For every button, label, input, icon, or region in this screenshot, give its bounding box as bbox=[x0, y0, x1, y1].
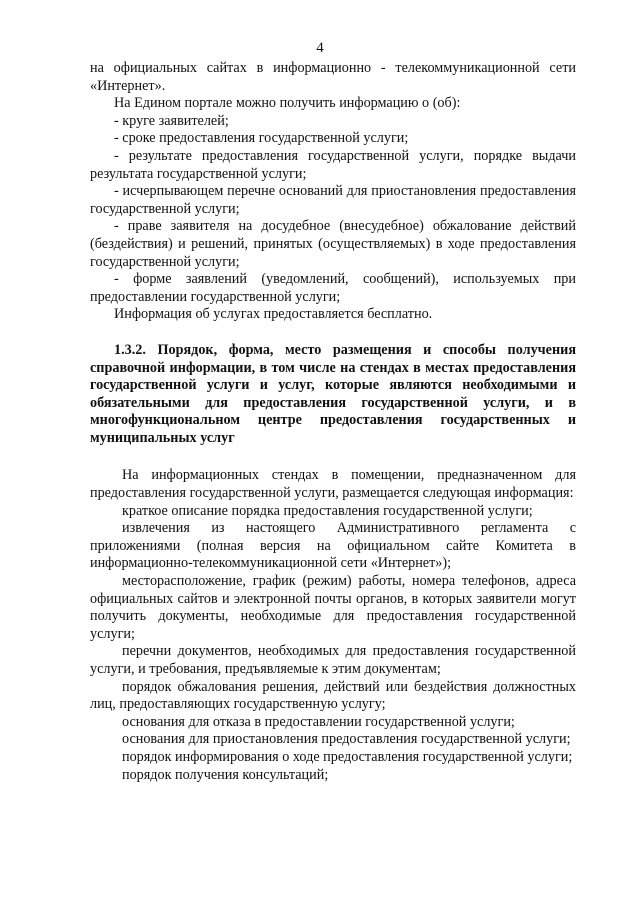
section-heading: 1.3.2. Порядок, форма, место размещения и способы получения справочной информации, в том числе на стендах в местах предоставления государственной услуги и услуг, которые являются необходимыми и обязательными для предоставления государственной услуги, и в многофункциональном центре предоставления государственных и муниципальных услуг bbox=[90, 341, 576, 446]
paragraph: Информация об услугах предоставляется бесплатно. bbox=[114, 306, 433, 323]
list-item: - круге заявителей; bbox=[114, 112, 229, 129]
page-number: 4 bbox=[316, 40, 324, 56]
document-body bbox=[90, 60, 576, 784]
list-item: - праве заявителя на досудебное (внесудебное) обжалование действий (бездействия) и решений, принятых (осуществляемых) в ходе предоставления государственной услуги; bbox=[90, 218, 576, 270]
list-item: извлечения из настоящего Административного регламента с приложениями (полная версия на официальном сайте Комитета в информационно-телекоммуникационной сети «Интернет»); bbox=[90, 520, 576, 572]
list-item: - сроке предоставления государственной услуги; bbox=[114, 130, 409, 147]
list-item: - результате предоставления государственной услуги, порядке выдачи результата государственной услуги; bbox=[90, 147, 576, 182]
paragraph: На Едином портале можно получить информацию о (об): bbox=[114, 95, 461, 112]
paragraph: На информационных стендах в помещении, предназначенном для предоставления государственной услуги, размещается следующая информация: bbox=[90, 467, 576, 502]
list-item: краткое описание порядка предоставления государственной услуги; bbox=[122, 502, 533, 519]
list-item: - форме заявлений (уведомлений, сообщений), используемых при предоставлении государственной услуги; bbox=[90, 271, 576, 305]
list-item: порядок обжалования решения, действий или бездействия должностных лиц, предоставляющих государственную услугу; bbox=[90, 678, 576, 713]
list-item: основания для отказа в предоставлении государственной услуги; bbox=[122, 713, 515, 730]
list-item: - исчерпывающем перечне оснований для приостановления предоставления государственной услуги; bbox=[90, 183, 576, 217]
list-item: основания для приостановления предоставления государственной услуги; bbox=[122, 731, 571, 748]
list-item: перечни документов, необходимых для предоставления государственной услуги, и требования, предъявляемые к этим документам; bbox=[90, 643, 576, 677]
list-item: порядок информирования о ходе предоставления государственной услуги; bbox=[122, 748, 573, 765]
section-body bbox=[90, 467, 576, 784]
list-item: месторасположение, график (режим) работы, номера телефонов, адреса официальных сайтов и электронной почты органов, в которых заявители могут получить документы, необходимые для предоставления государственной услуги; bbox=[90, 573, 576, 642]
paragraph: на официальных сайтах в информационно - телекоммуникационной сети «Интернет». bbox=[90, 60, 576, 94]
list-item: порядок получения консультаций; bbox=[122, 766, 329, 783]
